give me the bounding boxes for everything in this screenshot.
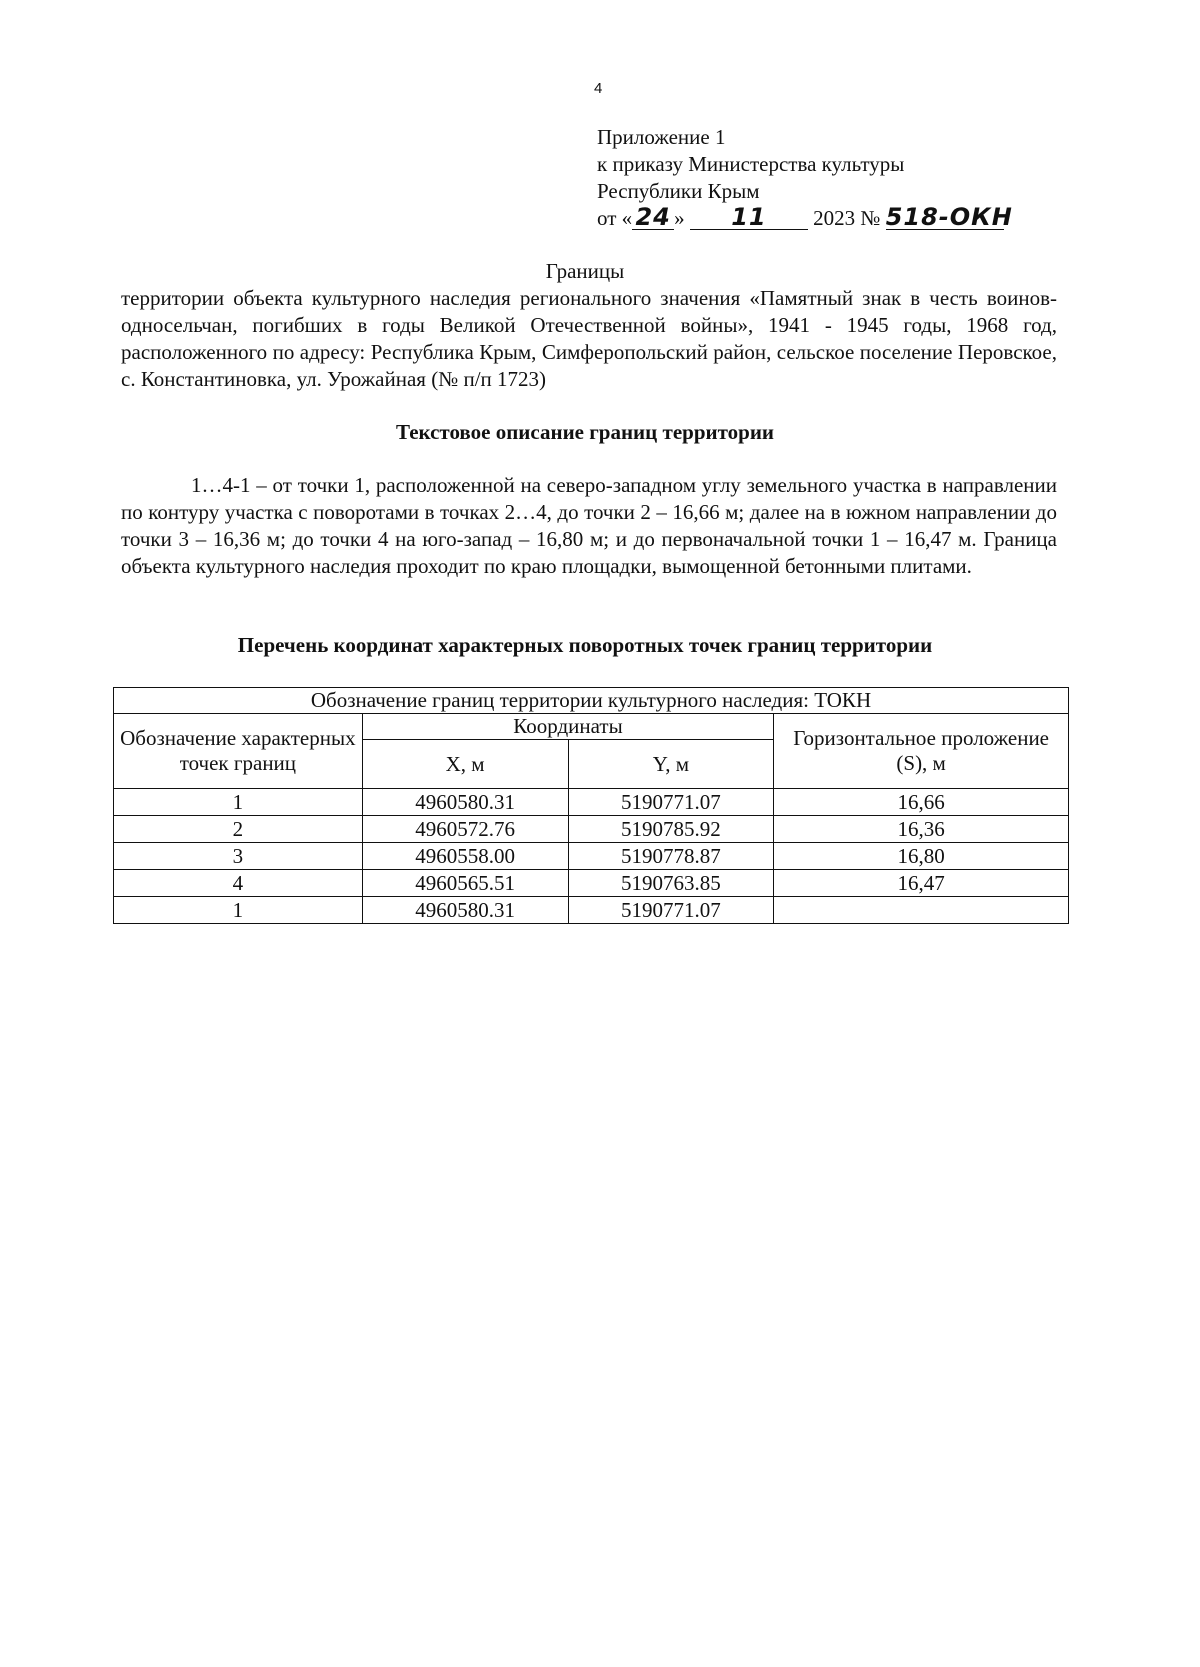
title-word: Границы bbox=[545, 259, 625, 283]
table-title: Обозначение границ территории культурного наследия: ТОКН bbox=[114, 688, 1069, 714]
table-row bbox=[114, 870, 1069, 897]
cell-x: 4960565.51 bbox=[362, 870, 568, 897]
table-row bbox=[114, 816, 1069, 843]
page-number: 4 bbox=[594, 80, 603, 97]
header-coordinates: Координаты bbox=[362, 714, 774, 740]
appendix-block bbox=[597, 124, 1013, 232]
cell-point: 4 bbox=[114, 870, 363, 897]
order-day: 24 bbox=[632, 205, 674, 230]
cell-point: 3 bbox=[114, 843, 363, 870]
coordinates-heading: Перечень координат характерных поворотных точек границ территории bbox=[237, 633, 933, 657]
appendix-line-2: к приказу Министерства культуры bbox=[597, 152, 905, 176]
cell-s bbox=[774, 897, 1069, 924]
cell-point: 1 bbox=[114, 789, 363, 816]
cell-s: 16,47 bbox=[774, 870, 1069, 897]
cell-s: 16,66 bbox=[774, 789, 1069, 816]
cell-x: 4960580.31 bbox=[362, 897, 568, 924]
appendix-date-line bbox=[597, 203, 1013, 232]
table-row bbox=[114, 843, 1069, 870]
description-text: 1…4-1 – от точки 1, расположенной на северо-западном углу земельного участка в направлении по контуру участка с поворотами в точках 2…4, до точки 2 – 16,66 м; далее на в южном направлении до точки 3 – 16,36 м; до точки 4 на юго-запад – 16,80 м; и до первоначальной точки 1 – 16,47 м. Граница объекта культурного наследия проходит по краю площадки, вымощенной бетонными плитами. bbox=[121, 473, 1057, 578]
cell-point: 1 bbox=[114, 897, 363, 924]
table-row bbox=[114, 897, 1069, 924]
cell-y: 5190778.87 bbox=[568, 843, 774, 870]
appendix-line-3: Республики Крым bbox=[597, 179, 760, 203]
date-day-close: » bbox=[674, 206, 685, 230]
cell-y: 5190771.07 bbox=[568, 897, 774, 924]
description-heading: Текстовое описание границ территории bbox=[395, 420, 775, 444]
cell-point: 2 bbox=[114, 816, 363, 843]
header-y: Y, м bbox=[568, 740, 774, 789]
header-x: X, м bbox=[362, 740, 568, 789]
cell-y: 5190785.92 bbox=[568, 816, 774, 843]
cell-y: 5190763.85 bbox=[568, 870, 774, 897]
table-row bbox=[114, 789, 1069, 816]
cell-x: 4960558.00 bbox=[362, 843, 568, 870]
title-body: территории объекта культурного наследия регионального значения «Памятный знак в честь воинов-односельчан, погибших в годы Великой Отечественной войны», 1941 - 1945 годы, 1968 год, расположенного по адресу: Республика Крым, Симферопольский район, сельское поселение Перовское, с. Константиновка, ул. Урожайная (№ п/п 1723) bbox=[121, 286, 1057, 391]
header-horizontal-distance: Горизонтальное проложение (S), м bbox=[774, 714, 1069, 789]
date-prefix: от « bbox=[597, 206, 633, 230]
order-year-no: 2023 № bbox=[813, 206, 881, 230]
order-month: 11 bbox=[690, 205, 808, 230]
cell-x: 4960572.76 bbox=[362, 816, 568, 843]
cell-s: 16,36 bbox=[774, 816, 1069, 843]
header-point: Обозначение характерных точек границ bbox=[114, 714, 363, 789]
coordinates-table bbox=[113, 687, 1069, 924]
cell-x: 4960580.31 bbox=[362, 789, 568, 816]
cell-y: 5190771.07 bbox=[568, 789, 774, 816]
cell-s: 16,80 bbox=[774, 843, 1069, 870]
appendix-line-1: Приложение 1 bbox=[597, 125, 726, 149]
order-number: 518-ОКН bbox=[885, 203, 1013, 231]
